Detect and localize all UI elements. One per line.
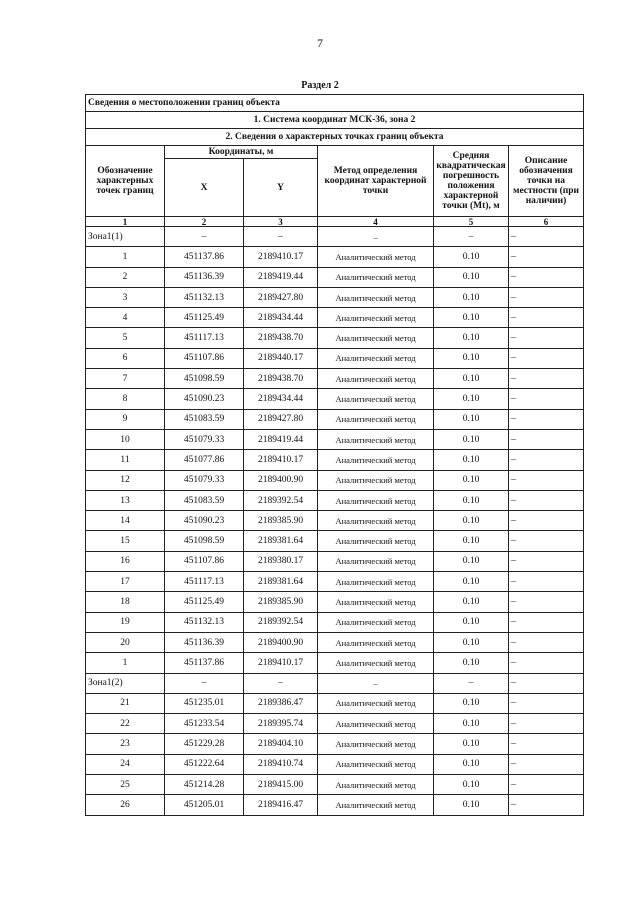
cell-method: Аналитический метод [318, 389, 434, 409]
cell-y: 2189385.90 [244, 592, 318, 612]
cell-accuracy: 0.10 [434, 775, 509, 795]
cell-description: – [509, 490, 584, 510]
cell-description: – [509, 389, 584, 409]
cell-description: – [509, 348, 584, 368]
header-point-name: Обозначение характерных точек границ [86, 146, 165, 217]
cell-description: – [509, 328, 584, 348]
cell-point-name: 20 [86, 632, 165, 652]
table-row [86, 369, 584, 389]
cell-x: 451098.59 [165, 369, 244, 389]
cell-accuracy: 0.10 [434, 348, 509, 368]
cell-x: 451136.39 [165, 267, 244, 287]
cell-x: – [165, 673, 244, 693]
cell-point-name: 6 [86, 348, 165, 368]
cell-y: 2189381.64 [244, 531, 318, 551]
table-row [86, 429, 584, 449]
cell-y: – [244, 673, 318, 693]
cell-method: Аналитический метод [318, 328, 434, 348]
column-numbers-row [86, 217, 584, 227]
cell-x: 451079.33 [165, 470, 244, 490]
cell-point-name: 25 [86, 775, 165, 795]
cell-description: – [509, 693, 584, 713]
cell-point-name: 1 [86, 247, 165, 267]
cell-method: Аналитический метод [318, 754, 434, 774]
table-row [86, 490, 584, 510]
cell-description: – [509, 551, 584, 571]
coordinate-system: 1. Система координат МСК-36, зона 2 [86, 112, 584, 129]
table-row [86, 470, 584, 490]
points-title: 2. Сведения о характерных точках границ объекта [86, 129, 584, 146]
cell-x: 451233.54 [165, 714, 244, 734]
cell-point-name: 23 [86, 734, 165, 754]
cell-method: Аналитический метод [318, 470, 434, 490]
cell-point-name: 19 [86, 612, 165, 632]
cell-accuracy: 0.10 [434, 653, 509, 673]
cell-description: – [509, 754, 584, 774]
cell-x: 451214.28 [165, 775, 244, 795]
cell-method: Аналитический метод [318, 267, 434, 287]
table-row [86, 267, 584, 287]
table-row [86, 409, 584, 429]
cell-y: 2189434.44 [244, 308, 318, 328]
cell-accuracy: 0.10 [434, 429, 509, 449]
table-row [86, 795, 584, 815]
cell-y: 2189410.17 [244, 653, 318, 673]
cell-description: – [509, 470, 584, 490]
cell-x: 451132.13 [165, 287, 244, 307]
cell-method: Аналитический метод [318, 693, 434, 713]
header-description: Описание обозначения точки на местности (при наличии) [509, 146, 584, 217]
table-row [86, 653, 584, 673]
cell-y: 2189392.54 [244, 612, 318, 632]
table-row [86, 450, 584, 470]
cell-point-name: 17 [86, 572, 165, 592]
cell-accuracy: 0.10 [434, 531, 509, 551]
cell-point-name: 10 [86, 429, 165, 449]
header-x: X [165, 159, 244, 217]
cell-accuracy: 0.10 [434, 409, 509, 429]
table-row [86, 572, 584, 592]
cell-method: Аналитический метод [318, 247, 434, 267]
cell-x: 451107.86 [165, 551, 244, 571]
column-number: 3 [244, 217, 318, 227]
cell-description: – [509, 734, 584, 754]
cell-method: Аналитический метод [318, 653, 434, 673]
cell-method: Аналитический метод [318, 369, 434, 389]
column-number: 2 [165, 217, 244, 227]
cell-accuracy: 0.10 [434, 247, 509, 267]
cell-point-name: 2 [86, 267, 165, 287]
cell-method: Аналитический метод [318, 572, 434, 592]
cell-y: 2189380.17 [244, 551, 318, 571]
cell-x: 451083.59 [165, 409, 244, 429]
table-row [86, 247, 584, 267]
cell-accuracy: 0.10 [434, 389, 509, 409]
cell-accuracy: 0.10 [434, 592, 509, 612]
cell-y: 2189400.90 [244, 632, 318, 652]
cell-y: 2189385.90 [244, 511, 318, 531]
table-row [86, 734, 584, 754]
cell-point-name: 8 [86, 389, 165, 409]
table-row [86, 531, 584, 551]
cell-method: Аналитический метод [318, 734, 434, 754]
table-row [86, 287, 584, 307]
cell-description: – [509, 612, 584, 632]
cell-description: – [509, 227, 584, 247]
cell-method: Аналитический метод [318, 287, 434, 307]
cell-method: Аналитический метод [318, 632, 434, 652]
table-row [86, 693, 584, 713]
column-number: 4 [318, 217, 434, 227]
cell-y: 2189438.70 [244, 369, 318, 389]
cell-x: 451079.33 [165, 429, 244, 449]
cell-point-name: 15 [86, 531, 165, 551]
cell-description: – [509, 653, 584, 673]
cell-y: 2189427.80 [244, 287, 318, 307]
table-row [86, 551, 584, 571]
cell-x: 451077.86 [165, 450, 244, 470]
cell-method: Аналитический метод [318, 308, 434, 328]
cell-accuracy: 0.10 [434, 795, 509, 815]
cell-point-name: 7 [86, 369, 165, 389]
table-row [86, 775, 584, 795]
cell-y: 2189438.70 [244, 328, 318, 348]
cell-accuracy: 0.10 [434, 287, 509, 307]
cell-x: 451229.28 [165, 734, 244, 754]
cell-x: 451137.86 [165, 653, 244, 673]
cell-method: Аналитический метод [318, 490, 434, 510]
cell-y: 2189427.80 [244, 409, 318, 429]
header-y: Y [244, 159, 318, 217]
cell-x: 451222.64 [165, 754, 244, 774]
cell-x: 451132.13 [165, 612, 244, 632]
cell-accuracy: 0.10 [434, 369, 509, 389]
cell-y: 2189400.90 [244, 470, 318, 490]
cell-method: Аналитический метод [318, 450, 434, 470]
cell-accuracy: – [434, 227, 509, 247]
table-row [86, 754, 584, 774]
table-row [86, 592, 584, 612]
column-number: 5 [434, 217, 509, 227]
cell-y: – [244, 227, 318, 247]
cell-y: 2189415.00 [244, 775, 318, 795]
cell-point-name: 22 [86, 714, 165, 734]
cell-description: – [509, 287, 584, 307]
cell-y: 2189404.10 [244, 734, 318, 754]
section-title: Раздел 2 [301, 80, 339, 91]
table-row [86, 714, 584, 734]
cell-method: Аналитический метод [318, 795, 434, 815]
cell-accuracy: 0.10 [434, 754, 509, 774]
cell-description: – [509, 429, 584, 449]
cell-y: 2189395.74 [244, 714, 318, 734]
cell-method: Аналитический метод [318, 551, 434, 571]
cell-method: – [318, 673, 434, 693]
cell-x: 451205.01 [165, 795, 244, 815]
cell-description: – [509, 572, 584, 592]
table-row [86, 348, 584, 368]
cell-y: 2189419.44 [244, 429, 318, 449]
cell-description: – [509, 450, 584, 470]
cell-description: – [509, 247, 584, 267]
cell-y: 2189434.44 [244, 389, 318, 409]
cell-x: 451083.59 [165, 490, 244, 510]
cell-y: 2189410.74 [244, 754, 318, 774]
cell-point-name: Зона1(1) [86, 227, 165, 247]
header-method: Метод определения координат характерной точки [318, 146, 434, 217]
table-row [86, 389, 584, 409]
cell-accuracy: 0.10 [434, 490, 509, 510]
cell-y: 2189419.44 [244, 267, 318, 287]
cell-y: 2189416.47 [244, 795, 318, 815]
cell-x: 451125.49 [165, 308, 244, 328]
cell-point-name: 1 [86, 653, 165, 673]
cell-point-name: 5 [86, 328, 165, 348]
cell-x: – [165, 227, 244, 247]
cell-method: Аналитический метод [318, 531, 434, 551]
cell-x: 451098.59 [165, 531, 244, 551]
cell-method: – [318, 227, 434, 247]
cell-point-name: 24 [86, 754, 165, 774]
cell-method: Аналитический метод [318, 348, 434, 368]
cell-accuracy: 0.10 [434, 551, 509, 571]
cell-x: 451090.23 [165, 511, 244, 531]
cell-description: – [509, 308, 584, 328]
cell-description: – [509, 714, 584, 734]
cell-point-name: 12 [86, 470, 165, 490]
cell-accuracy: 0.10 [434, 450, 509, 470]
cell-method: Аналитический метод [318, 592, 434, 612]
table-row [86, 328, 584, 348]
cell-x: 451117.13 [165, 328, 244, 348]
cell-description: – [509, 369, 584, 389]
cell-accuracy: 0.10 [434, 612, 509, 632]
cell-y: 2189440.17 [244, 348, 318, 368]
cell-y: 2189410.17 [244, 450, 318, 470]
cell-accuracy: 0.10 [434, 470, 509, 490]
cell-x: 451235.01 [165, 693, 244, 713]
cell-y: 2189381.64 [244, 572, 318, 592]
table-row [86, 511, 584, 531]
cell-description: – [509, 511, 584, 531]
cell-y: 2189410.17 [244, 247, 318, 267]
cell-accuracy: 0.10 [434, 328, 509, 348]
cell-y: 2189386.47 [244, 693, 318, 713]
cell-method: Аналитический метод [318, 612, 434, 632]
cell-point-name: 26 [86, 795, 165, 815]
table-title: Сведения о местоположении границ объекта [86, 95, 584, 112]
cell-point-name: 9 [86, 409, 165, 429]
header-accuracy: Средняя квадратическая погрешность положения характерной точки (Mt), м [434, 146, 509, 217]
cell-x: 451137.86 [165, 247, 244, 267]
header-coordinates: Координаты, м [165, 146, 318, 159]
cell-x: 451125.49 [165, 592, 244, 612]
cell-description: – [509, 775, 584, 795]
cell-description: – [509, 531, 584, 551]
cell-accuracy: 0.10 [434, 734, 509, 754]
cell-point-name: 18 [86, 592, 165, 612]
table-row [86, 308, 584, 328]
table-row [86, 612, 584, 632]
cell-y: 2189392.54 [244, 490, 318, 510]
cell-method: Аналитический метод [318, 409, 434, 429]
cell-accuracy: 0.10 [434, 308, 509, 328]
zone-row [86, 673, 584, 693]
cell-method: Аналитический метод [318, 511, 434, 531]
cell-x: 451117.13 [165, 572, 244, 592]
table-row [86, 632, 584, 652]
cell-accuracy: 0.10 [434, 714, 509, 734]
cell-description: – [509, 632, 584, 652]
cell-description: – [509, 592, 584, 612]
cell-point-name: 3 [86, 287, 165, 307]
cell-description: – [509, 267, 584, 287]
cell-point-name: Зона1(2) [86, 673, 165, 693]
cell-accuracy: 0.10 [434, 572, 509, 592]
page-number: 7 [317, 36, 323, 50]
zone-row [86, 227, 584, 247]
cell-point-name: 14 [86, 511, 165, 531]
cell-point-name: 13 [86, 490, 165, 510]
cell-accuracy: 0.10 [434, 267, 509, 287]
cell-point-name: 16 [86, 551, 165, 571]
cell-method: Аналитический метод [318, 429, 434, 449]
column-number: 1 [86, 217, 165, 227]
cell-description: – [509, 795, 584, 815]
cell-point-name: 21 [86, 693, 165, 713]
cell-description: – [509, 409, 584, 429]
cell-point-name: 11 [86, 450, 165, 470]
cell-description: – [509, 673, 584, 693]
cell-x: 451136.39 [165, 632, 244, 652]
cell-accuracy: 0.10 [434, 632, 509, 652]
cell-accuracy: 0.10 [434, 693, 509, 713]
cell-method: Аналитический метод [318, 775, 434, 795]
cell-point-name: 4 [86, 308, 165, 328]
boundary-points-table [85, 94, 584, 816]
cell-x: 451090.23 [165, 389, 244, 409]
cell-accuracy: – [434, 673, 509, 693]
column-number: 6 [509, 217, 584, 227]
cell-accuracy: 0.10 [434, 511, 509, 531]
cell-x: 451107.86 [165, 348, 244, 368]
cell-method: Аналитический метод [318, 714, 434, 734]
